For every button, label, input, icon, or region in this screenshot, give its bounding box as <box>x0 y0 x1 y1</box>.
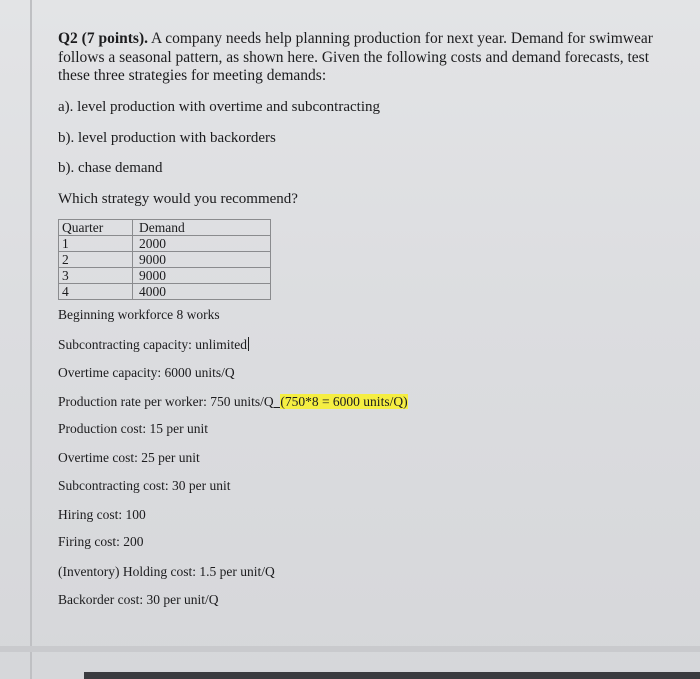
table-row <box>59 252 271 268</box>
cell-quarter: 1 <box>59 236 133 252</box>
question-label: Q2 (7 points). <box>58 30 148 47</box>
table-header-row <box>59 220 271 236</box>
text-cursor <box>248 337 249 351</box>
screen-bottom-bar <box>84 672 700 679</box>
strategy-c: b). chase demand <box>58 160 163 176</box>
header-demand: Demand <box>133 220 271 236</box>
strategy-a: a). level production with overtime and subcontracting <box>58 99 380 115</box>
overtime-capacity-line: Overtime capacity: 6000 units/Q <box>58 365 235 380</box>
backorder-cost-line: Backorder cost: 30 per unit/Q <box>58 592 219 607</box>
cell-quarter: 3 <box>59 268 133 284</box>
cell-quarter: 2 <box>59 252 133 268</box>
subcontracting-cost-line: Subcontracting cost: 30 per unit <box>58 478 231 493</box>
cell-quarter: 4 <box>59 284 133 300</box>
highlighted-note: (750*8 = 6000 units/Q) <box>280 394 408 409</box>
demand-table <box>58 219 271 300</box>
holding-cost-line: (Inventory) Holding cost: 1.5 per unit/Q <box>58 564 275 579</box>
recommend-question: Which strategy would you recommend? <box>58 191 298 207</box>
question-block <box>58 30 678 86</box>
cell-demand: 9000 <box>133 268 271 284</box>
strategy-b: b). level production with backorders <box>58 130 276 146</box>
hiring-cost-line: Hiring cost: 100 <box>58 507 146 522</box>
cell-demand: 2000 <box>133 236 271 252</box>
production-cost-line: Production cost: 15 per unit <box>58 421 208 436</box>
workforce-line: Beginning workforce 8 works <box>58 307 220 322</box>
header-quarter: Quarter <box>59 220 133 236</box>
firing-cost-line: Firing cost: 200 <box>58 534 144 549</box>
page-bottom-edge <box>0 646 700 652</box>
cell-demand: 9000 <box>133 252 271 268</box>
table-row <box>59 284 271 300</box>
table-row <box>59 268 271 284</box>
question-text: Q2 (7 points). A company needs help planning production for next year. Demand for swimwear follows a seasonal pattern, as shown here. Given the following costs and demand forecasts, test these three strategies for meeting demands: <box>58 30 653 84</box>
cell-demand: 4000 <box>133 284 271 300</box>
overtime-cost-line: Overtime cost: 25 per unit <box>58 450 200 465</box>
table-row <box>59 236 271 252</box>
subcontracting-capacity-line: Subcontracting capacity: unlimited <box>58 337 247 352</box>
production-rate-line: Production rate per worker: 750 units/Q (750*8 = 6000 units/Q) <box>58 394 408 409</box>
